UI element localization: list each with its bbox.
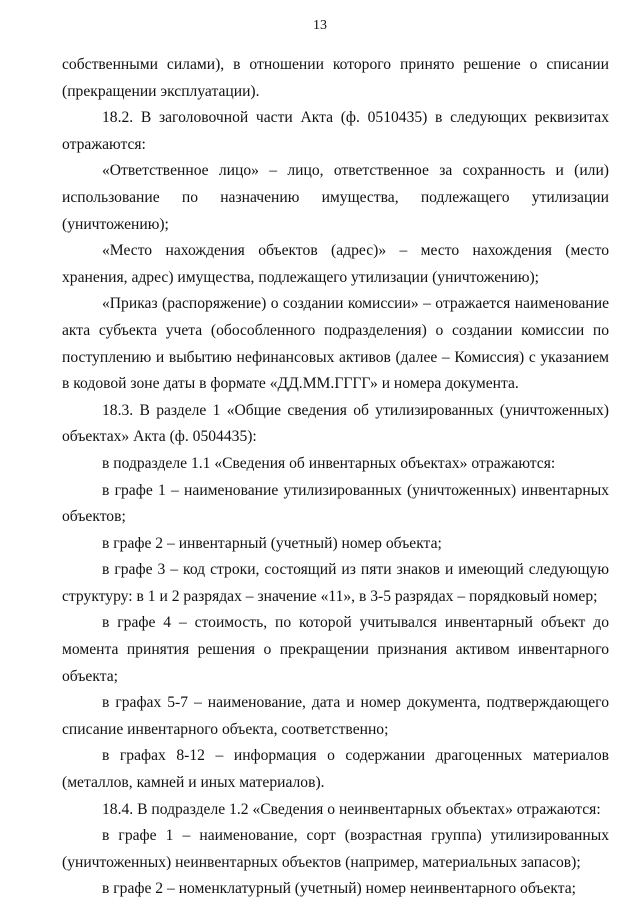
paragraph-column-1: в графе 1 – наименование утилизированных (уничтоженных) инвентарных объектов; — [62, 481, 609, 526]
paragraph-noninventory-column-1: в графе 1 – наименование, сорт (возрастная группа) утилизированных (уничтоженных) неинвентарных объектов (например, материальных запасов); — [62, 827, 609, 871]
paragraph-continuation: собственными силами), в отношении которого принято решение о списании (прекращении эксплуатации). — [62, 56, 609, 100]
paragraph-column-3: в графе 3 – код строки, состоящий из пяти знаков и имеющий следующую структуру: в 1 и 2 разрядах – значение «11», в 3-5 разрядах – порядковый номер; — [62, 561, 609, 605]
paragraph-columns-5-7: в графах 5-7 – наименование, дата и номер документа, подтверждающего списание инвентарного объекта, соответственно; — [62, 694, 609, 738]
paragraph-columns-8-12: в графах 8-12 – информация о содержании драгоценных материалов (металлов, камней и иных материалов). — [62, 747, 609, 792]
paragraph-responsible-person: «Ответственное лицо» – лицо, ответственное за сохранность и (или) использование по назначению имущества, подлежащего утилизации (уничтожению); — [62, 162, 609, 233]
paragraph-order: «Приказ (распоряжение) о создании комиссии» – отражается наименование акта субъекта учета (обособленного подразделения) о создании комиссии по поступлению и выбытию нефинансовых активов (далее – Комиссия) с указанием в кодовой зоне даты в формате «ДД.ММ.ГГГГ» и номера документа. — [62, 295, 609, 393]
paragraph-18-3: 18.3. В разделе 1 «Общие сведения об утилизированных (уничтоженных) объектах» Акта (ф. 0504435): — [62, 401, 609, 446]
paragraph-subsection-1-1: в подразделе 1.1 «Сведения об инвентарных объектах» отражаются: — [102, 454, 556, 472]
page-number: 13 — [313, 18, 327, 33]
paragraph-18-4: 18.4. В подразделе 1.2 «Сведения о неинвентарных объектах» отражаются: — [102, 800, 601, 818]
paragraph-18-2: 18.2. В заголовочной части Акта (ф. 0510435) в следующих реквизитах отражаются: — [62, 109, 609, 153]
paragraph-column-4: в графе 4 – стоимость, по которой учитывался инвентарный объект до момента принятия решения о прекращении признания активом инвентарного объекта; — [62, 614, 609, 685]
document-body — [62, 52, 609, 903]
paragraph-location: «Место нахождения объектов (адрес)» – место нахождения (место хранения, адрес) имущества, подлежащего утилизации (уничтожению); — [62, 242, 609, 286]
paragraph-noninventory-column-2: в графе 2 – номенклатурный (учетный) номер неинвентарного объекта; — [102, 880, 576, 898]
paragraph-column-2: в графе 2 – инвентарный (учетный) номер объекта; — [102, 534, 442, 552]
